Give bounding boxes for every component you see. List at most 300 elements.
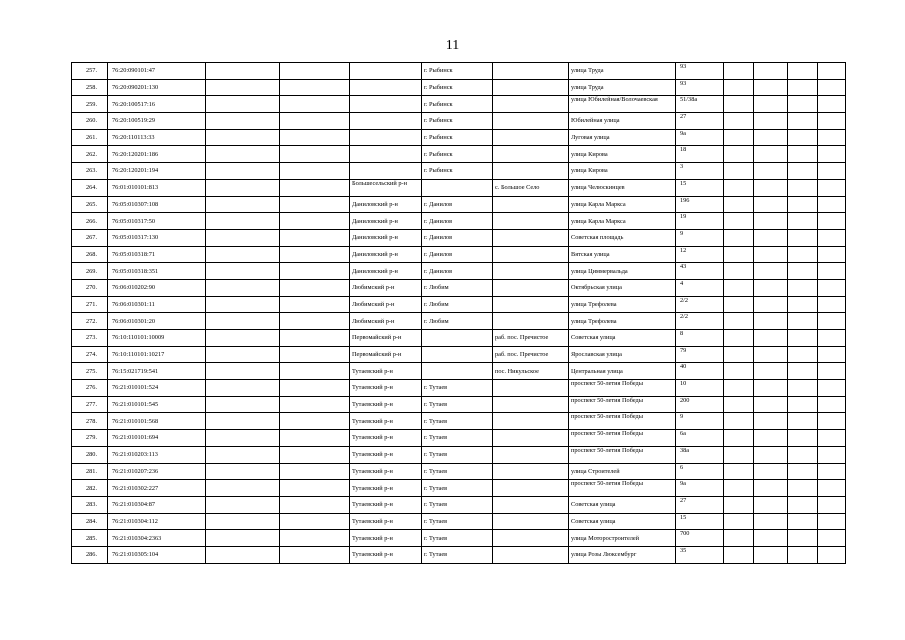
district-cell: Тутаевский р-н <box>350 513 422 530</box>
empty-cell <box>280 196 350 213</box>
house-number-cell: 93 <box>676 79 724 96</box>
table-row <box>72 480 846 497</box>
city-cell: г. Любим <box>422 279 493 296</box>
district-cell <box>350 129 422 146</box>
street-cell: улица Труда <box>569 79 676 96</box>
empty-cell <box>818 480 846 497</box>
district-cell: Любимский р-н <box>350 279 422 296</box>
street-cell: улица Челюскинцев <box>569 179 676 196</box>
table-row <box>72 63 846 80</box>
empty-cell <box>754 79 788 96</box>
district-cell: Тутаевский р-н <box>350 530 422 547</box>
street-cell: улица Циммервальда <box>569 263 676 280</box>
empty-cell <box>788 363 818 380</box>
empty-cell <box>280 63 350 80</box>
empty-cell <box>280 179 350 196</box>
empty-cell <box>206 380 280 397</box>
empty-cell <box>206 513 280 530</box>
settlement-cell <box>493 413 569 430</box>
street-cell: улица Юбилейная/Волочаевская <box>569 96 676 113</box>
empty-cell <box>724 113 754 130</box>
table-row <box>72 496 846 513</box>
empty-cell <box>754 163 788 180</box>
district-cell: Тутаевский р-н <box>350 380 422 397</box>
empty-cell <box>788 546 818 563</box>
empty-cell <box>206 546 280 563</box>
table-row <box>72 363 846 380</box>
row-number-cell: 278. <box>72 413 108 430</box>
settlement-cell <box>493 263 569 280</box>
empty-cell <box>818 179 846 196</box>
empty-cell <box>280 263 350 280</box>
empty-cell <box>788 163 818 180</box>
empty-cell <box>754 530 788 547</box>
street-cell: Центральная улица <box>569 363 676 380</box>
empty-cell <box>818 79 846 96</box>
city-cell: г. Данилов <box>422 263 493 280</box>
empty-cell <box>818 413 846 430</box>
empty-cell <box>206 296 280 313</box>
empty-cell <box>818 279 846 296</box>
settlement-cell <box>493 296 569 313</box>
table-row <box>72 129 846 146</box>
city-cell: г. Рыбинск <box>422 96 493 113</box>
district-cell: Любимский р-н <box>350 296 422 313</box>
cadastral-number-cell: 76:21:010302:227 <box>108 480 206 497</box>
cadastral-number-cell: 76:21:010207:236 <box>108 463 206 480</box>
table-row <box>72 530 846 547</box>
empty-cell <box>280 446 350 463</box>
street-cell: улица Розы Люксембург <box>569 546 676 563</box>
district-cell: Первомайский р-н <box>350 330 422 347</box>
empty-cell <box>724 96 754 113</box>
empty-cell <box>754 363 788 380</box>
empty-cell <box>206 229 280 246</box>
empty-cell <box>754 246 788 263</box>
settlement-cell: с. Большое Село <box>493 179 569 196</box>
row-number-cell: 264. <box>72 179 108 196</box>
empty-cell <box>206 396 280 413</box>
settlement-cell <box>493 380 569 397</box>
empty-cell <box>818 380 846 397</box>
row-number-cell: 276. <box>72 380 108 397</box>
empty-cell <box>206 346 280 363</box>
empty-cell <box>280 96 350 113</box>
city-cell: г. Тутаев <box>422 513 493 530</box>
empty-cell <box>280 279 350 296</box>
city-cell: г. Тутаев <box>422 380 493 397</box>
settlement-cell <box>493 229 569 246</box>
district-cell <box>350 63 422 80</box>
table-row <box>72 246 846 263</box>
cadastral-number-cell: 76:05:010317:50 <box>108 213 206 230</box>
row-number-cell: 282. <box>72 480 108 497</box>
settlement-cell <box>493 113 569 130</box>
cadastral-number-cell: 76:20:090201:130 <box>108 79 206 96</box>
empty-cell <box>280 413 350 430</box>
empty-cell <box>724 246 754 263</box>
city-cell: г. Рыбинск <box>422 113 493 130</box>
district-cell: Даниловский р-н <box>350 246 422 263</box>
empty-cell <box>724 430 754 447</box>
cadastral-number-cell: 76:10:110101:10217 <box>108 346 206 363</box>
cadastral-number-cell: 76:21:010203:113 <box>108 446 206 463</box>
empty-cell <box>724 79 754 96</box>
house-number-cell: 27 <box>676 113 724 130</box>
street-cell: улица Моторостроителей <box>569 530 676 547</box>
row-number-cell: 257. <box>72 63 108 80</box>
table-row <box>72 79 846 96</box>
empty-cell <box>724 229 754 246</box>
district-cell <box>350 96 422 113</box>
empty-cell <box>788 63 818 80</box>
house-number-cell: 9 <box>676 229 724 246</box>
empty-cell <box>724 313 754 330</box>
empty-cell <box>818 113 846 130</box>
empty-cell <box>724 330 754 347</box>
city-cell: г. Тутаев <box>422 463 493 480</box>
empty-cell <box>280 530 350 547</box>
empty-cell <box>754 513 788 530</box>
cadastral-number-cell: 76:21:010305:104 <box>108 546 206 563</box>
empty-cell <box>724 530 754 547</box>
street-cell: улица Кирова <box>569 146 676 163</box>
district-cell: Тутаевский р-н <box>350 430 422 447</box>
settlement-cell <box>493 430 569 447</box>
table-row <box>72 463 846 480</box>
empty-cell <box>754 313 788 330</box>
house-number-cell: 35 <box>676 546 724 563</box>
table-row <box>72 546 846 563</box>
table-row <box>72 413 846 430</box>
house-number-cell: 27 <box>676 496 724 513</box>
settlement-cell <box>493 163 569 180</box>
house-number-cell: 6 <box>676 463 724 480</box>
row-number-cell: 274. <box>72 346 108 363</box>
empty-cell <box>754 380 788 397</box>
table-row <box>72 229 846 246</box>
house-number-cell: 9а <box>676 480 724 497</box>
house-number-cell: 200 <box>676 396 724 413</box>
city-cell: г. Любим <box>422 313 493 330</box>
empty-cell <box>206 496 280 513</box>
table-row <box>72 96 846 113</box>
row-number-cell: 258. <box>72 79 108 96</box>
empty-cell <box>818 396 846 413</box>
empty-cell <box>754 496 788 513</box>
empty-cell <box>206 530 280 547</box>
street-cell: Советская улица <box>569 330 676 347</box>
street-cell: улица Кирова <box>569 163 676 180</box>
empty-cell <box>280 146 350 163</box>
district-cell: Тутаевский р-н <box>350 496 422 513</box>
empty-cell <box>206 279 280 296</box>
district-cell: Тутаевский р-н <box>350 396 422 413</box>
empty-cell <box>280 380 350 397</box>
empty-cell <box>788 513 818 530</box>
street-cell: Советская улица <box>569 513 676 530</box>
empty-cell <box>788 113 818 130</box>
table-row <box>72 380 846 397</box>
row-number-cell: 283. <box>72 496 108 513</box>
table-row <box>72 146 846 163</box>
street-cell: Вятская улица <box>569 246 676 263</box>
settlement-cell <box>493 279 569 296</box>
empty-cell <box>206 196 280 213</box>
settlement-cell <box>493 313 569 330</box>
cadastral-number-cell: 76:15:021719:541 <box>108 363 206 380</box>
city-cell: г. Тутаев <box>422 480 493 497</box>
empty-cell <box>280 330 350 347</box>
empty-cell <box>754 96 788 113</box>
empty-cell <box>754 279 788 296</box>
empty-cell <box>724 163 754 180</box>
cadastral-number-cell: 76:06:010301:20 <box>108 313 206 330</box>
cadastral-number-cell: 76:21:010304:87 <box>108 496 206 513</box>
empty-cell <box>818 263 846 280</box>
table-row <box>72 396 846 413</box>
empty-cell <box>788 196 818 213</box>
row-number-cell: 284. <box>72 513 108 530</box>
empty-cell <box>818 129 846 146</box>
empty-cell <box>724 496 754 513</box>
empty-cell <box>818 363 846 380</box>
settlement-cell <box>493 546 569 563</box>
empty-cell <box>280 313 350 330</box>
table-row <box>72 446 846 463</box>
settlement-cell <box>493 79 569 96</box>
settlement-cell <box>493 96 569 113</box>
empty-cell <box>206 430 280 447</box>
empty-cell <box>818 96 846 113</box>
empty-cell <box>724 146 754 163</box>
street-cell: проспект 50-летия Победы <box>569 430 676 447</box>
empty-cell <box>754 430 788 447</box>
settlement-cell <box>493 213 569 230</box>
empty-cell <box>280 480 350 497</box>
empty-cell <box>818 430 846 447</box>
district-cell: Даниловский р-н <box>350 213 422 230</box>
empty-cell <box>280 546 350 563</box>
empty-cell <box>280 396 350 413</box>
empty-cell <box>280 363 350 380</box>
cadastral-number-cell: 76:05:010318:71 <box>108 246 206 263</box>
district-cell: Первомайский р-н <box>350 346 422 363</box>
house-number-cell: 9 <box>676 413 724 430</box>
district-cell: Любимский р-н <box>350 313 422 330</box>
empty-cell <box>280 513 350 530</box>
empty-cell <box>818 546 846 563</box>
table-row <box>72 279 846 296</box>
city-cell: г. Рыбинск <box>422 63 493 80</box>
row-number-cell: 266. <box>72 213 108 230</box>
empty-cell <box>818 296 846 313</box>
house-number-cell: 38а <box>676 446 724 463</box>
empty-cell <box>280 296 350 313</box>
house-number-cell: 3 <box>676 163 724 180</box>
street-cell: проспект 50-летия Победы <box>569 380 676 397</box>
empty-cell <box>788 463 818 480</box>
table-row <box>72 179 846 196</box>
city-cell <box>422 179 493 196</box>
cadastral-number-cell: 76:05:010318:351 <box>108 263 206 280</box>
city-cell <box>422 346 493 363</box>
empty-cell <box>206 163 280 180</box>
empty-cell <box>280 213 350 230</box>
house-number-cell: 51/38а <box>676 96 724 113</box>
registry-table <box>71 62 846 564</box>
empty-cell <box>206 79 280 96</box>
empty-cell <box>754 229 788 246</box>
row-number-cell: 285. <box>72 530 108 547</box>
city-cell: г. Тутаев <box>422 530 493 547</box>
city-cell: г. Данилов <box>422 246 493 263</box>
empty-cell <box>724 129 754 146</box>
empty-cell <box>724 279 754 296</box>
row-number-cell: 268. <box>72 246 108 263</box>
empty-cell <box>818 530 846 547</box>
empty-cell <box>724 396 754 413</box>
district-cell: Тутаевский р-н <box>350 413 422 430</box>
row-number-cell: 261. <box>72 129 108 146</box>
empty-cell <box>818 513 846 530</box>
empty-cell <box>206 213 280 230</box>
row-number-cell: 271. <box>72 296 108 313</box>
row-number-cell: 267. <box>72 229 108 246</box>
empty-cell <box>724 446 754 463</box>
empty-cell <box>754 396 788 413</box>
city-cell: г. Рыбинск <box>422 146 493 163</box>
empty-cell <box>788 79 818 96</box>
empty-cell <box>724 196 754 213</box>
street-cell: улица Карла Маркса <box>569 213 676 230</box>
empty-cell <box>788 213 818 230</box>
empty-cell <box>280 79 350 96</box>
house-number-cell: 12 <box>676 246 724 263</box>
empty-cell <box>206 363 280 380</box>
empty-cell <box>788 246 818 263</box>
empty-cell <box>280 163 350 180</box>
empty-cell <box>788 96 818 113</box>
city-cell: г. Рыбинск <box>422 129 493 146</box>
street-cell: улица Трефолева <box>569 296 676 313</box>
district-cell: Даниловский р-н <box>350 229 422 246</box>
district-cell: Тутаевский р-н <box>350 463 422 480</box>
empty-cell <box>818 229 846 246</box>
district-cell: Тутаевский р-н <box>350 546 422 563</box>
empty-cell <box>788 129 818 146</box>
empty-cell <box>788 313 818 330</box>
empty-cell <box>280 430 350 447</box>
empty-cell <box>818 330 846 347</box>
city-cell <box>422 363 493 380</box>
table-row <box>72 213 846 230</box>
house-number-cell: 700 <box>676 530 724 547</box>
empty-cell <box>206 446 280 463</box>
row-number-cell: 270. <box>72 279 108 296</box>
house-number-cell: 10 <box>676 380 724 397</box>
street-cell: улица Карла Маркса <box>569 196 676 213</box>
empty-cell <box>280 229 350 246</box>
house-number-cell: 196 <box>676 196 724 213</box>
empty-cell <box>724 296 754 313</box>
city-cell: г. Рыбинск <box>422 79 493 96</box>
district-cell <box>350 79 422 96</box>
settlement-cell: раб. пос. Пречистое <box>493 346 569 363</box>
table-row <box>72 163 846 180</box>
empty-cell <box>788 430 818 447</box>
empty-cell <box>280 346 350 363</box>
empty-cell <box>818 496 846 513</box>
empty-cell <box>788 146 818 163</box>
row-number-cell: 272. <box>72 313 108 330</box>
empty-cell <box>754 330 788 347</box>
cadastral-number-cell: 76:20:110113:33 <box>108 129 206 146</box>
district-cell <box>350 163 422 180</box>
row-number-cell: 262. <box>72 146 108 163</box>
empty-cell <box>724 363 754 380</box>
table-row <box>72 513 846 530</box>
city-cell: г. Тутаев <box>422 496 493 513</box>
district-cell: Даниловский р-н <box>350 196 422 213</box>
street-cell: проспект 50-летия Победы <box>569 480 676 497</box>
street-cell: Ярославская улица <box>569 346 676 363</box>
house-number-cell: 93 <box>676 63 724 80</box>
empty-cell <box>754 446 788 463</box>
district-cell: Тутаевский р-н <box>350 480 422 497</box>
city-cell: г. Данилов <box>422 213 493 230</box>
table-row <box>72 113 846 130</box>
cadastral-number-cell: 76:20:090101:47 <box>108 63 206 80</box>
settlement-cell <box>493 246 569 263</box>
empty-cell <box>818 246 846 263</box>
empty-cell <box>754 113 788 130</box>
empty-cell <box>788 263 818 280</box>
empty-cell <box>280 496 350 513</box>
empty-cell <box>788 530 818 547</box>
settlement-cell: пос. Никульское <box>493 363 569 380</box>
house-number-cell: 6а <box>676 430 724 447</box>
cadastral-number-cell: 76:21:010101:545 <box>108 396 206 413</box>
empty-cell <box>788 380 818 397</box>
street-cell: проспект 50-летия Победы <box>569 413 676 430</box>
empty-cell <box>818 146 846 163</box>
house-number-cell: 43 <box>676 263 724 280</box>
empty-cell <box>206 463 280 480</box>
empty-cell <box>788 413 818 430</box>
settlement-cell <box>493 196 569 213</box>
empty-cell <box>788 446 818 463</box>
empty-cell <box>206 179 280 196</box>
city-cell: г. Тутаев <box>422 396 493 413</box>
empty-cell <box>280 463 350 480</box>
empty-cell <box>754 296 788 313</box>
empty-cell <box>818 213 846 230</box>
settlement-cell <box>493 446 569 463</box>
empty-cell <box>788 296 818 313</box>
empty-cell <box>206 129 280 146</box>
table-row <box>72 296 846 313</box>
city-cell: г. Тутаев <box>422 446 493 463</box>
table-row <box>72 346 846 363</box>
row-number-cell: 280. <box>72 446 108 463</box>
empty-cell <box>754 213 788 230</box>
table-row <box>72 313 846 330</box>
empty-cell <box>754 346 788 363</box>
city-cell <box>422 330 493 347</box>
empty-cell <box>206 413 280 430</box>
street-cell: улица Трефолева <box>569 313 676 330</box>
